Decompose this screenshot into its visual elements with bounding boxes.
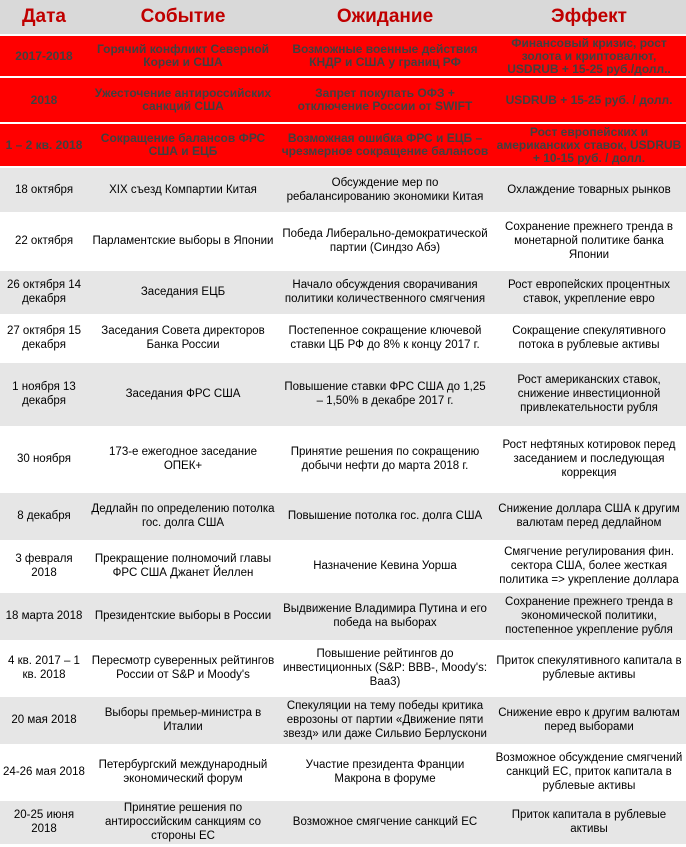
row-date: 24-26 мая 2018 [0, 745, 88, 799]
table-row [0, 541, 686, 591]
row-event: Пересмотр суверенных рейтингов России от S&P и Moody's [88, 641, 278, 695]
row-event: Заседания ЕЦБ [88, 269, 278, 315]
row-event: Заседания ФРС США [88, 361, 278, 427]
row-expectation: Начало обсуждения сворачивания политики количественного смягчения [278, 269, 492, 315]
risk-date: 2018 [0, 77, 88, 123]
risk-row [0, 123, 686, 167]
header-event: Событие [88, 0, 278, 35]
row-effect: Рост нефтяных котировок перед заседанием и последующая коррекция [492, 427, 686, 491]
table-row [0, 641, 686, 695]
risk-effect: Рост европейских и американских ставок, USDRUB + 10-15 руб. / долл. [492, 123, 686, 167]
row-date: 20-25 июня 2018 [0, 799, 88, 845]
row-expectation: Обсуждение мер по ребалансированию экономики Китая [278, 167, 492, 213]
row-expectation: Повышение ставки ФРС США до 1,25 – 1,50% в декабре 2017 г. [278, 361, 492, 427]
row-event: Прекращение полномочий главы ФРС США Джанет Йеллен [88, 541, 278, 591]
risk-event: Ужесточение антироссийских санкций США [88, 77, 278, 123]
risk-event: Горячий конфликт Северной Кореи и США [88, 35, 278, 77]
row-event: Принятие решения по антироссийским санкциям со стороны ЕС [88, 799, 278, 845]
row-expectation: Победа Либерально-демократической партии (Синдзо Абэ) [278, 213, 492, 269]
row-effect: Охлаждение товарных рынков [492, 167, 686, 213]
header-expectation: Ожидание [278, 0, 492, 35]
row-date: 1 ноября 13 декабря [0, 361, 88, 427]
header-date: Дата [0, 0, 88, 35]
table-row [0, 745, 686, 799]
row-expectation: Назначение Кевина Уорша [278, 541, 492, 591]
risk-effect: USDRUB + 15-25 руб. / долл. [492, 77, 686, 123]
header-row [0, 0, 686, 35]
row-date: 20 мая 2018 [0, 695, 88, 745]
table-row [0, 167, 686, 213]
table-row [0, 491, 686, 541]
row-expectation: Выдвижение Владимира Путина и его победа на выборах [278, 591, 492, 641]
table-row [0, 799, 686, 845]
risk-row [0, 77, 686, 123]
row-date: 27 октября 15 декабря [0, 315, 88, 361]
row-expectation: Принятие решения по сокращению добычи нефти до марта 2018 г. [278, 427, 492, 491]
row-effect: Снижение евро к другим валютам перед выборами [492, 695, 686, 745]
row-effect: Смягчение регулирования фин. сектора США, более жесткая политика => укрепление доллара [492, 541, 686, 591]
row-date: 22 октября [0, 213, 88, 269]
row-effect: Приток капитала в рублевые активы [492, 799, 686, 845]
row-effect: Снижение доллара США к другим валютам перед дедлайном [492, 491, 686, 541]
row-expectation: Участие президента Франции Макрона в форуме [278, 745, 492, 799]
row-event: Парламентские выборы в Японии [88, 213, 278, 269]
row-date: 4 кв. 2017 – 1 кв. 2018 [0, 641, 88, 695]
row-date: 26 октября 14 декабря [0, 269, 88, 315]
row-event: Выборы премьер-министра в Италии [88, 695, 278, 745]
risk-date: 1 – 2 кв. 2018 [0, 123, 88, 167]
row-effect: Сохранение прежнего тренда в экономической политики, постепенное укрепление рубля [492, 591, 686, 641]
row-effect: Возможное обсуждение смягчений санкций ЕС, приток капитала в рублевые активы [492, 745, 686, 799]
table-row [0, 315, 686, 361]
row-effect: Рост американских ставок, снижение инвестиционной привлекательности рубля [492, 361, 686, 427]
table-row [0, 427, 686, 491]
row-expectation: Повышение рейтингов до инвестиционных (S&P: BBB-, Moody's: Baa3) [278, 641, 492, 695]
table-row [0, 213, 686, 269]
row-expectation: Повышение потолка гос. долга США [278, 491, 492, 541]
row-date: 8 декабря [0, 491, 88, 541]
row-event: Президентские выборы в России [88, 591, 278, 641]
row-event: Дедлайн по определению потолка гос. долга США [88, 491, 278, 541]
risk-row [0, 35, 686, 77]
row-date: 30 ноября [0, 427, 88, 491]
row-event: Петербургский международный экономический форум [88, 745, 278, 799]
risk-date: 2017-2018 [0, 35, 88, 77]
row-date: 3 февраля 2018 [0, 541, 88, 591]
row-effect: Сокращение спекулятивного потока в рублевые активы [492, 315, 686, 361]
table-row [0, 361, 686, 427]
row-effect: Рост европейских процентных ставок, укрепление евро [492, 269, 686, 315]
row-date: 18 марта 2018 [0, 591, 88, 641]
risk-effect: Финансовый кризис, рост золота и криптовалют, USDRUB + 15-25 руб./долл.. [492, 35, 686, 77]
header-effect: Эффект [492, 0, 686, 35]
row-event: 173-е ежегодное заседание ОПЕК+ [88, 427, 278, 491]
risk-expectation: Возможная ошибка ФРС и ЕЦБ – чрезмерное сокращение балансов [278, 123, 492, 167]
risk-expectation: Возможные военные действия КНДР и США у границ РФ [278, 35, 492, 77]
row-event: Заседания Совета директоров Банка России [88, 315, 278, 361]
risk-expectation: Запрет покупать ОФЗ + отключение России от SWIFT [278, 77, 492, 123]
row-expectation: Спекуляции на тему победы критика еврозоны от партии «Движение пяти звезд» или даже Сильвио Берлускони [278, 695, 492, 745]
table-row [0, 695, 686, 745]
row-expectation: Возможное смягчение санкций ЕС [278, 799, 492, 845]
risk-event: Сокращение балансов ФРС США и ЕЦБ [88, 123, 278, 167]
table-row [0, 269, 686, 315]
row-effect: Приток спекулятивного капитала в рублевые активы [492, 641, 686, 695]
table-row [0, 591, 686, 641]
row-event: XIX съезд Компартии Китая [88, 167, 278, 213]
row-expectation: Постепенное сокращение ключевой ставки ЦБ РФ до 8% к концу 2017 г. [278, 315, 492, 361]
row-effect: Сохранение прежнего тренда в монетарной политике банка Японии [492, 213, 686, 269]
row-date: 18 октября [0, 167, 88, 213]
